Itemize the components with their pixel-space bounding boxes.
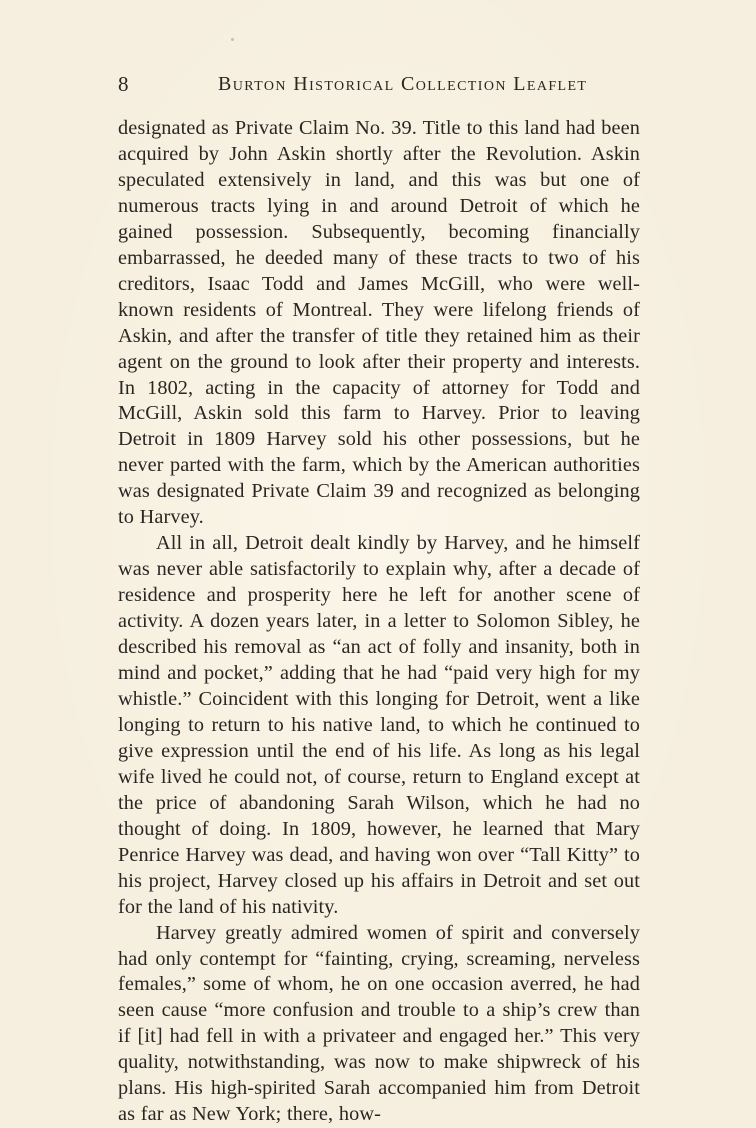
- paragraph: Harvey greatly admired women of spirit and conversely had only contempt for “fainting, crying, screaming, nerveless females,” some of whom, he on one occasion averred, he had seen cause “more confusion and trouble to a ship’s crew than if [it] had fell in with a privateer and engaged her.” This very quality, notwithstanding, was now to make shipwreck of his plans. His high-spirited Sarah accompanied him from Detroit as far as New York; there, how-: [118, 921, 640, 1126]
- page-number: 8: [118, 72, 129, 96]
- paragraph-continued: designated as Private Claim No. 39. Title to this land had been acquired by John Askin shortly after the Revolution. Askin speculated extensively in land, and this was but one of numerous tracts lying in and around Detroit of which he gained possession. Subsequently, becoming financially embarrassed, he deeded many of these tracts to two of his creditors, Isaac Todd and James McGill, who were well-known residents of Montreal. They were lifelong friends of Askin, and after the transfer of title they retained him as their agent on the ground to look after their property and interests. In 1802, acting in the capacity of attorney for Todd and McGill, Askin sold this farm to Harvey. Prior to leaving Detroit in 1809 Harvey sold his other possessions, but he never parted with the farm, which by the American authorities was designated Private Claim 39 and recognized as belonging to Harvey.: [118, 117, 640, 529]
- paragraph: All in all, Detroit dealt kindly by Harvey, and he himself was never able satisfactorily to explain why, after a decade of residence and prosperity here he left for another scene of activity. A dozen years later, in a letter to Solomon Sibley, he described his removal as “an act of folly and insanity, both in mind and pocket,” adding that he had “paid very high for my whistle.” Coincident with this longing for Detroit, went a like longing to return to his native land, to which he continued to give expression until the end of his life. As long as his legal wife lived he could not, of course, return to England except at the price of abandoning Sarah Wilson, which he had no thought of doing. In 1809, however, he learned that Mary Penrice Harvey was dead, and having won over “Tall Kitty” to his project, Harvey closed up his affairs in Detroit and set out for the land of his nativity.: [118, 532, 640, 918]
- page-header: [118, 72, 640, 102]
- running-title: Burton Historical Collection Leaflet: [218, 73, 588, 95]
- body-text: [118, 116, 640, 1128]
- paper-speck: [231, 38, 234, 41]
